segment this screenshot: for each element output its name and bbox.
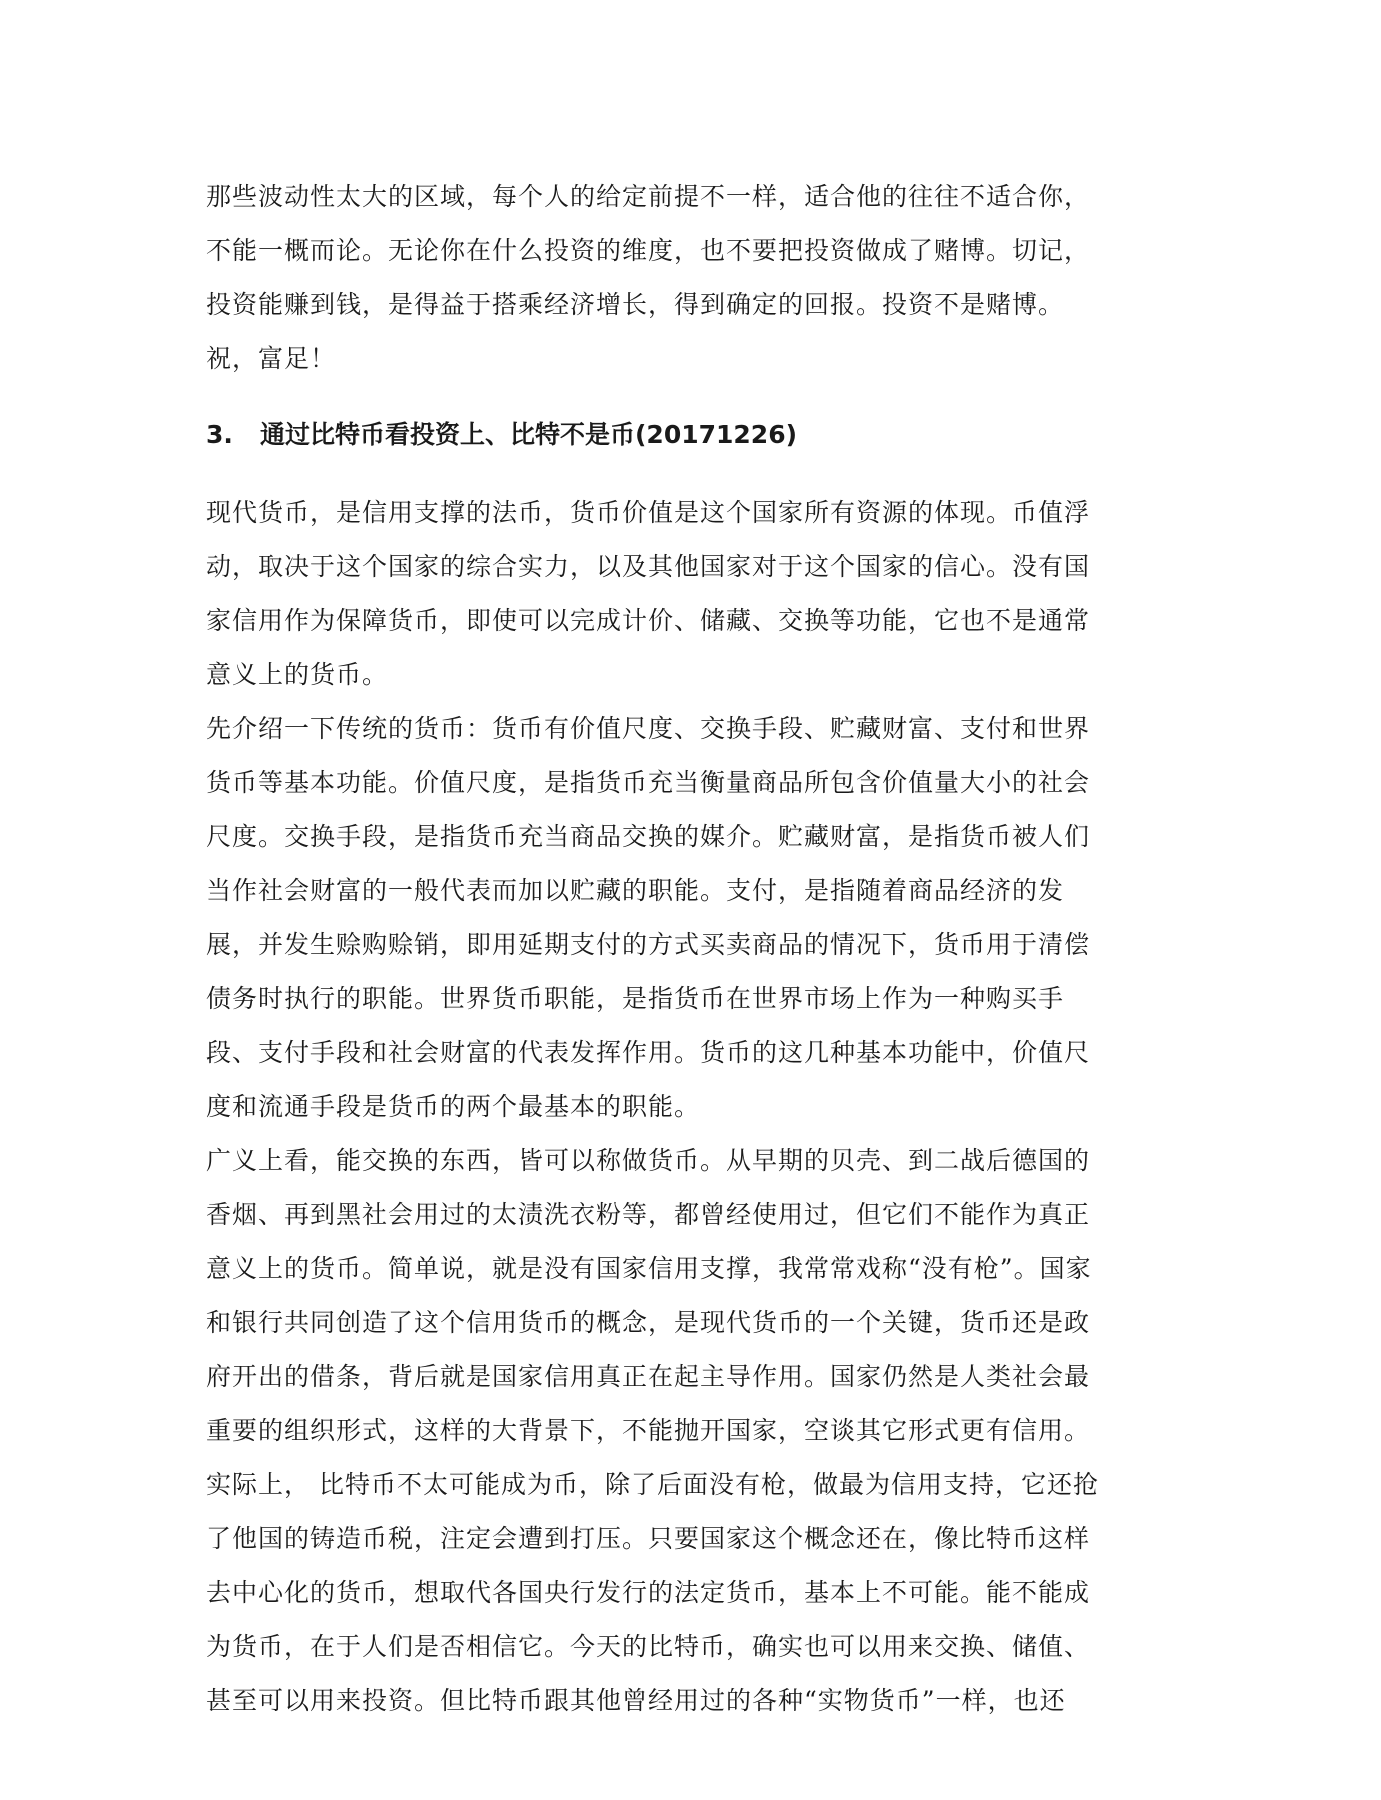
paragraph-modern-currency	[206, 486, 1186, 702]
text-line: 为货币，在于人们是否相信它。今天的比特币，确实也可以用来交换、储值、	[206, 1632, 1091, 1661]
text-line: 甚至可以用来投资。但比特币跟其他曾经用过的各种“实物货币”一样，也还	[206, 1686, 1066, 1715]
text-line: 意义上的货币。简单说，就是没有国家信用支撑，我常常戏称“没有枪”。国家	[206, 1254, 1092, 1283]
paragraph-traditional-currency	[206, 702, 1186, 1134]
text-line: 意义上的货币。	[206, 660, 389, 689]
text-line: 尺度。交换手段，是指货币充当商品交换的媒介。贮藏财富，是指货币被人们	[206, 822, 1091, 851]
text-line: 债务时执行的职能。世界货币职能，是指货币在世界市场上作为一种购买手	[206, 984, 1065, 1013]
document-body	[206, 170, 1186, 1728]
text-line: 那些波动性太大的区域，每个人的给定前提不一样，适合他的往往不适合你，	[206, 182, 1091, 211]
paragraph-broad-sense	[206, 1134, 1186, 1458]
text-line: 广义上看，能交换的东西，皆可以称做货币。从早期的贝壳、到二战后德国的	[206, 1146, 1091, 1175]
section-title: 通过比特币看投资上、比特不是币(20171226)	[260, 420, 798, 449]
text-line: 和银行共同创造了这个信用货币的概念，是现代货币的一个关键，货币还是政	[206, 1308, 1091, 1337]
text-line: 投资能赚到钱，是得益于搭乘经济增长，得到确定的回报。投资不是赌博。	[206, 290, 1065, 319]
text-line: 货币等基本功能。价值尺度，是指货币充当衡量商品所包含价值量大小的社会	[206, 768, 1091, 797]
text-line: 祝，富足！	[206, 344, 337, 373]
text-line: 实际上， 比特币不太可能成为币，除了后面没有枪，做最为信用支持，它还抢	[206, 1470, 1099, 1499]
text-line: 府开出的借条，背后就是国家信用真正在起主导作用。国家仍然是人类社会最	[206, 1362, 1091, 1391]
text-line: 度和流通手段是货币的两个最基本的职能。	[206, 1092, 701, 1121]
text-line: 香烟、再到黑社会用过的太渍洗衣粉等，都曾经使用过，但它们不能作为真正	[206, 1200, 1091, 1229]
text-line: 当作社会财富的一般代表而加以贮藏的职能。支付，是指随着商品经济的发	[206, 876, 1065, 905]
text-line: 段、支付手段和社会财富的代表发挥作用。货币的这几种基本功能中，价值尺	[206, 1038, 1091, 1067]
text-line: 先介绍一下传统的货币：货币有价值尺度、交换手段、贮藏财富、支付和世界	[206, 714, 1091, 743]
text-line: 了他国的铸造币税，注定会遭到打压。只要国家这个概念还在，像比特币这样	[206, 1524, 1091, 1553]
section-heading	[206, 408, 1186, 462]
paragraph-bitcoin	[206, 1458, 1186, 1728]
text-line: 重要的组织形式，这样的大背景下，不能抛开国家，空谈其它形式更有信用。	[206, 1416, 1091, 1445]
text-line: 不能一概而论。无论你在什么投资的维度，也不要把投资做成了赌博。切记，	[206, 236, 1091, 265]
text-line: 现代货币，是信用支撑的法币，货币价值是这个国家所有资源的体现。币值浮	[206, 498, 1091, 527]
text-line: 家信用作为保障货币，即使可以完成计价、储藏、交换等功能，它也不是通常	[206, 606, 1091, 635]
text-line: 展，并发生赊购赊销，即用延期支付的方式买卖商品的情况下，货币用于清偿	[206, 930, 1091, 959]
intro-paragraph	[206, 170, 1186, 386]
section-number: 3.	[206, 420, 233, 449]
text-line: 去中心化的货币，想取代各国央行发行的法定货币，基本上不可能。能不能成	[206, 1578, 1091, 1607]
text-line: 动，取决于这个国家的综合实力，以及其他国家对于这个国家的信心。没有国	[206, 552, 1091, 581]
